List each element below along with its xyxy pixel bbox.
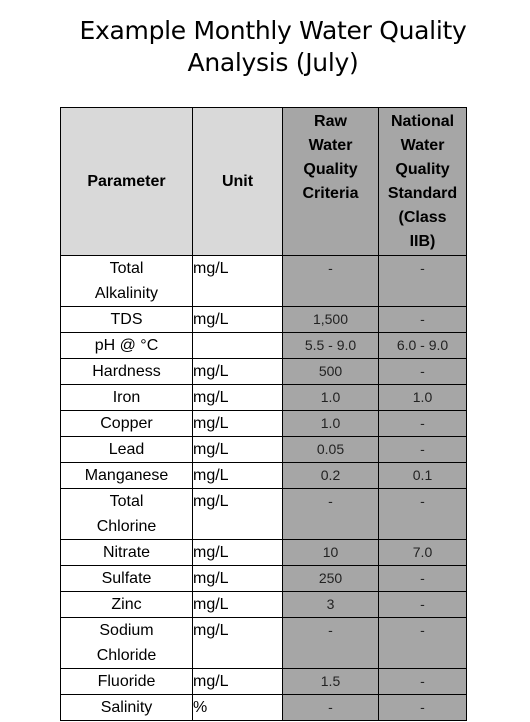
parameter-line: Chlorine [96, 518, 157, 535]
parameter-line: Salinity [100, 699, 153, 716]
parameter-line: Copper [100, 415, 153, 432]
raw-criteria-cell: 3 [283, 592, 379, 618]
unit-cell: mg/L [193, 592, 283, 618]
table-row [61, 669, 467, 695]
national-standard-cell: 6.0 - 9.0 [379, 333, 467, 359]
raw-criteria-cell: - [283, 256, 379, 307]
parameter-cell [61, 463, 193, 489]
header-raw-line: Criteria [302, 185, 359, 202]
page-title [0, 15, 530, 79]
raw-criteria-cell: 0.05 [283, 437, 379, 463]
unit-cell: % [193, 695, 283, 721]
parameter-line: Lead [108, 441, 145, 458]
unit-cell: mg/L [193, 540, 283, 566]
header-national-standard [379, 108, 467, 256]
parameter-cell [61, 385, 193, 411]
parameter-cell [61, 359, 193, 385]
raw-criteria-cell: 10 [283, 540, 379, 566]
parameter-line: Alkalinity [94, 285, 159, 302]
parameter-cell [61, 669, 193, 695]
table-row [61, 411, 467, 437]
parameter-line: Manganese [84, 467, 169, 484]
raw-criteria-cell: 5.5 - 9.0 [283, 333, 379, 359]
water-quality-table [60, 107, 467, 721]
header-raw-line: Quality [303, 161, 358, 178]
parameter-cell [61, 618, 193, 669]
table-row [61, 333, 467, 359]
table-row [61, 385, 467, 411]
raw-criteria-cell: 1,500 [283, 307, 379, 333]
parameter-cell [61, 411, 193, 437]
parameter-cell [61, 307, 193, 333]
unit-cell [193, 333, 283, 359]
parameter-line: Nitrate [102, 544, 151, 561]
parameter-line: Total [109, 260, 144, 277]
parameter-line: Total [109, 493, 144, 510]
parameter-cell [61, 333, 193, 359]
table-row [61, 566, 467, 592]
table-row [61, 592, 467, 618]
parameter-cell [61, 489, 193, 540]
national-standard-cell: 1.0 [379, 385, 467, 411]
parameter-cell [61, 695, 193, 721]
table-row [61, 437, 467, 463]
parameter-cell [61, 566, 193, 592]
national-standard-cell: - [379, 695, 467, 721]
parameter-cell [61, 437, 193, 463]
unit-cell: mg/L [193, 256, 283, 307]
unit-cell: mg/L [193, 411, 283, 437]
table-row [61, 359, 467, 385]
raw-criteria-cell: - [283, 489, 379, 540]
raw-criteria-cell: 0.2 [283, 463, 379, 489]
national-standard-cell: - [379, 592, 467, 618]
parameter-line: Zinc [111, 596, 142, 613]
national-standard-cell: - [379, 618, 467, 669]
raw-criteria-cell: 500 [283, 359, 379, 385]
parameter-line: Fluoride [97, 673, 156, 690]
national-standard-cell: - [379, 256, 467, 307]
parameter-line: Iron [112, 389, 141, 406]
header-raw-line: Water [308, 137, 353, 154]
header-raw-water-criteria [283, 108, 379, 256]
national-standard-cell: - [379, 411, 467, 437]
raw-criteria-cell: 1.0 [283, 411, 379, 437]
table-row [61, 463, 467, 489]
unit-cell: mg/L [193, 307, 283, 333]
parameter-cell [61, 540, 193, 566]
unit-cell: mg/L [193, 359, 283, 385]
national-standard-cell: - [379, 307, 467, 333]
national-standard-cell: 0.1 [379, 463, 467, 489]
unit-cell: mg/L [193, 385, 283, 411]
table-row [61, 618, 467, 669]
header-parameter: Parameter [61, 108, 193, 256]
parameter-line: Sodium [99, 622, 154, 639]
parameter-line: pH @ °C [94, 337, 159, 354]
raw-criteria-cell: - [283, 695, 379, 721]
header-national-line: (Class [398, 209, 447, 226]
title-line-1: Example Monthly Water Quality [79, 16, 467, 45]
header-row [61, 108, 467, 256]
header-national-line: IIB) [409, 233, 436, 250]
raw-criteria-cell: 250 [283, 566, 379, 592]
national-standard-cell: - [379, 489, 467, 540]
table-row [61, 256, 467, 307]
parameter-cell [61, 256, 193, 307]
raw-criteria-cell: 1.0 [283, 385, 379, 411]
unit-cell: mg/L [193, 463, 283, 489]
national-standard-cell: - [379, 437, 467, 463]
unit-cell: mg/L [193, 566, 283, 592]
national-standard-cell: - [379, 669, 467, 695]
table-row [61, 695, 467, 721]
parameter-line: TDS [110, 311, 143, 328]
header-national-line: Water [400, 137, 445, 154]
parameter-line: Sulfate [101, 570, 152, 587]
raw-criteria-cell: - [283, 618, 379, 669]
unit-cell: mg/L [193, 669, 283, 695]
national-standard-cell: - [379, 359, 467, 385]
parameter-line: Hardness [92, 363, 161, 380]
header-national-line: Quality [395, 161, 450, 178]
header-unit: Unit [193, 108, 283, 256]
national-standard-cell: - [379, 566, 467, 592]
parameter-line: Chloride [96, 647, 157, 664]
title-line-2: Analysis (July) [187, 48, 359, 77]
unit-cell: mg/L [193, 437, 283, 463]
unit-cell: mg/L [193, 489, 283, 540]
table-row [61, 540, 467, 566]
header-raw-line: Raw [314, 113, 347, 130]
table-row [61, 307, 467, 333]
header-national-line: National [390, 113, 455, 130]
raw-criteria-cell: 1.5 [283, 669, 379, 695]
national-standard-cell: 7.0 [379, 540, 467, 566]
unit-cell: mg/L [193, 618, 283, 669]
header-national-line: Standard [387, 185, 458, 202]
parameter-cell [61, 592, 193, 618]
table-row [61, 489, 467, 540]
